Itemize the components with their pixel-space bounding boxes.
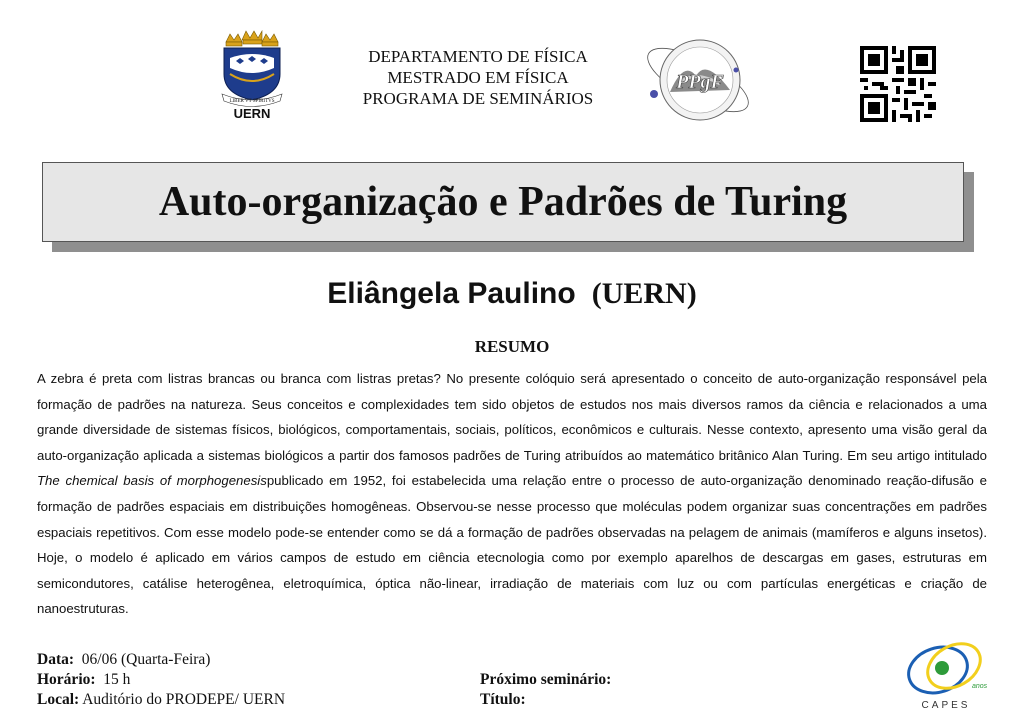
next-seminar <box>480 670 611 710</box>
speaker-institution: (UERN) <box>591 277 697 310</box>
event-date-row <box>37 650 285 670</box>
abstract-text <box>37 366 987 622</box>
ppgf-logo <box>636 30 760 130</box>
abstract-part-1: A zebra é preta com listras brancas ou branca com listras pretas? No presente colóquio será apresentado o conceito de auto-organização responsável pela formação de padrões na natureza. Seus conceitos e complexidades tem sido objetos de estudos nos mais diversos ramos da ciência e relacionados a uma grande diversidade de sistemas físicos, biológicos, comportamentais, sociais, políticos, econômicos e culturais. Nesse contexto, apresento uma visão geral da auto-organização aplicada a sistemas biológicos a partir dos famosos padrões de Turing atribuídos ao matemático britânico Alan Turing. Em seu artigo intitulado <box>37 371 987 463</box>
next-seminar-title-label: Título: <box>480 691 526 708</box>
capes-text: CAPES <box>921 700 971 711</box>
uern-logo <box>216 28 288 120</box>
abstract-heading: RESUMO <box>474 337 550 356</box>
qr-code <box>860 46 936 122</box>
article-title: The chemical basis of morphogenesis <box>37 473 267 489</box>
uern-logo-text: UERN <box>233 106 271 120</box>
capes-logo <box>896 628 996 712</box>
event-location-row <box>37 690 285 710</box>
capes-years: anos <box>972 683 988 690</box>
date-value: 06/06 (Quarta-Feira) <box>81 651 211 668</box>
abstract-part-2: publicado em 1952, foi estabelecida uma relação entre o processo de auto-organização denominado reação-difusão e formação de padrões espaciais em distribuições homogêneas. Observou-se nesse processo que moléculas podem organizar suas concentrações em padrões espaciais repetitivos. Com esse modelo pode-se entender como se dá a formação de padrões observadas na pelagem de animais (mamíferos e alguns insetos). Hoje, o modelo é aplicado em vários campos de estudo em ciência etecnologia como por exemplo aparelhos de descargas em gases, estruturas em semicondutores, catálise heterogênea, eletroquímica, óptica não-linear, irradiação de materiais com luz ou com partículas energéticas e criação de nanoestruturas. <box>37 473 987 617</box>
location-label: Local: <box>37 691 80 708</box>
title-box <box>42 162 964 242</box>
time-label: Horário: <box>37 671 96 688</box>
event-time-row <box>37 670 285 690</box>
time-value: 15 h <box>103 671 131 688</box>
department-line-1: DEPARTAMENTO DE FÍSICA <box>368 47 588 66</box>
seminar-title: Auto-organização e Padrões de Turing <box>158 179 848 225</box>
department-line-2: MESTRADO EM FÍSICA <box>387 68 569 87</box>
uern-motto: LIBER VT SPIRITVS <box>229 99 275 104</box>
speaker-name: Eliângela Paulino <box>327 277 576 310</box>
location-value: Auditório do PRODEPE/ UERN <box>82 691 286 708</box>
date-label: Data: <box>37 651 75 668</box>
event-info <box>37 650 285 710</box>
department-header <box>330 46 626 109</box>
next-seminar-label: Próximo seminário: <box>480 671 612 688</box>
department-line-3: PROGRAMA DE SEMINÁRIOS <box>362 89 594 108</box>
speaker-line <box>0 277 1024 311</box>
ppgf-logo-text: PPgF <box>676 71 724 93</box>
